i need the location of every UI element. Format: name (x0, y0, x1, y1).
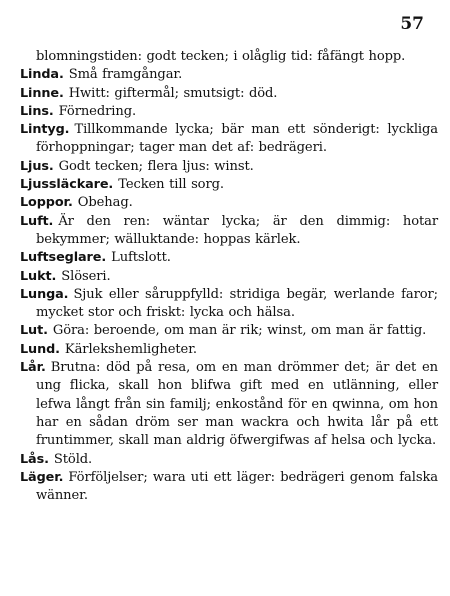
entry-linda (20, 66, 438, 84)
entry-lut (20, 322, 438, 340)
entry-headword: Lås. (20, 451, 49, 467)
entry-definition: Stöld. (53, 451, 93, 467)
entry-ljus (20, 158, 438, 176)
entry-definition: Godt tecken; flera ljus: winst. (58, 158, 254, 174)
entry-luftseglare (20, 249, 438, 267)
entry-definition: Hwitt: giftermål; smutsigt: död. (68, 85, 278, 101)
entry-headword: Lintyg. (20, 122, 70, 138)
entry-lukt (20, 268, 438, 286)
entry-headword: Lår. (20, 360, 46, 376)
entry-definition: Obehag. (77, 195, 133, 211)
entry-headword: Luftseglare. (20, 250, 107, 266)
entry-loppor (20, 194, 438, 212)
entry-headword: Linda. (20, 67, 64, 83)
entry-headword: Lukt. (20, 268, 57, 284)
entry-headword: Läger. (20, 469, 64, 485)
entry-linne (20, 85, 438, 103)
page-number: 57 (400, 14, 424, 34)
entry-lar (20, 359, 438, 450)
entry-definition: Tillkommande lycka; bär man ett sönderigt: lyckliga förhoppningar; tager man det af: bedrägeri. (36, 122, 438, 156)
entry-continuation (20, 48, 438, 66)
entry-definition: Är den ren: wäntar lycka; är den dimmig: hotar bekymmer; wälluktande: hoppas kärlek. (36, 213, 438, 247)
entry-ljussläckare (20, 176, 438, 194)
entry-lunga (20, 286, 438, 323)
entry-definition: Små framgångar. (68, 67, 183, 83)
entry-headword: Lund. (20, 341, 60, 357)
entry-lins (20, 103, 438, 121)
entry-headword: Lut. (20, 323, 48, 339)
entry-headword: Loppor. (20, 195, 73, 211)
entry-definition: Luftslott. (111, 250, 171, 266)
entry-headword: Ljussläckare. (20, 177, 114, 193)
entry-lintyg (20, 121, 438, 158)
entry-definition: Sjuk eller såruppfylld: stridiga begär, werlande faror; mycket stor och friskt: lycka och hälsa. (36, 286, 438, 321)
entry-headword: Lins. (20, 103, 54, 119)
entry-definition: blomningstiden: godt tecken; i olåglig tid: fåfängt hopp. (36, 49, 406, 64)
entry-definition: Förnedring. (58, 103, 137, 119)
entry-definition: Brutna: död på resa, om en man drömmer det; är det en ung flicka, skall hon blifwa gift med en utlänning, eller lefwa långt från sin familj; enkostånd för en qwinna, om hon har en sådan dröm ser man wackra och hwita lår på ett fruntimmer, skall man aldrig öfwergifwas af helsa och lycka. (36, 360, 438, 449)
dictionary-entries (20, 48, 438, 505)
entry-definition: Göra: beroende, om man är rik; winst, om man är fattig. (52, 323, 427, 339)
entry-definition: Kärlekshemligheter. (64, 341, 197, 357)
entry-definition: Tecken till sorg. (118, 177, 224, 193)
entry-definition: Förföljelser; wara uti ett läger: bedrägeri genom falska wänner. (36, 469, 438, 504)
entry-luft (20, 213, 438, 250)
entry-headword: Lunga. (20, 286, 69, 302)
entry-las (20, 451, 438, 469)
entry-headword: Linne. (20, 85, 64, 101)
entry-lund (20, 341, 438, 359)
entry-definition: Slöseri. (61, 268, 111, 284)
entry-headword: Ljus. (20, 158, 54, 174)
entry-lager (20, 469, 438, 506)
entry-headword: Luft. (20, 213, 54, 229)
